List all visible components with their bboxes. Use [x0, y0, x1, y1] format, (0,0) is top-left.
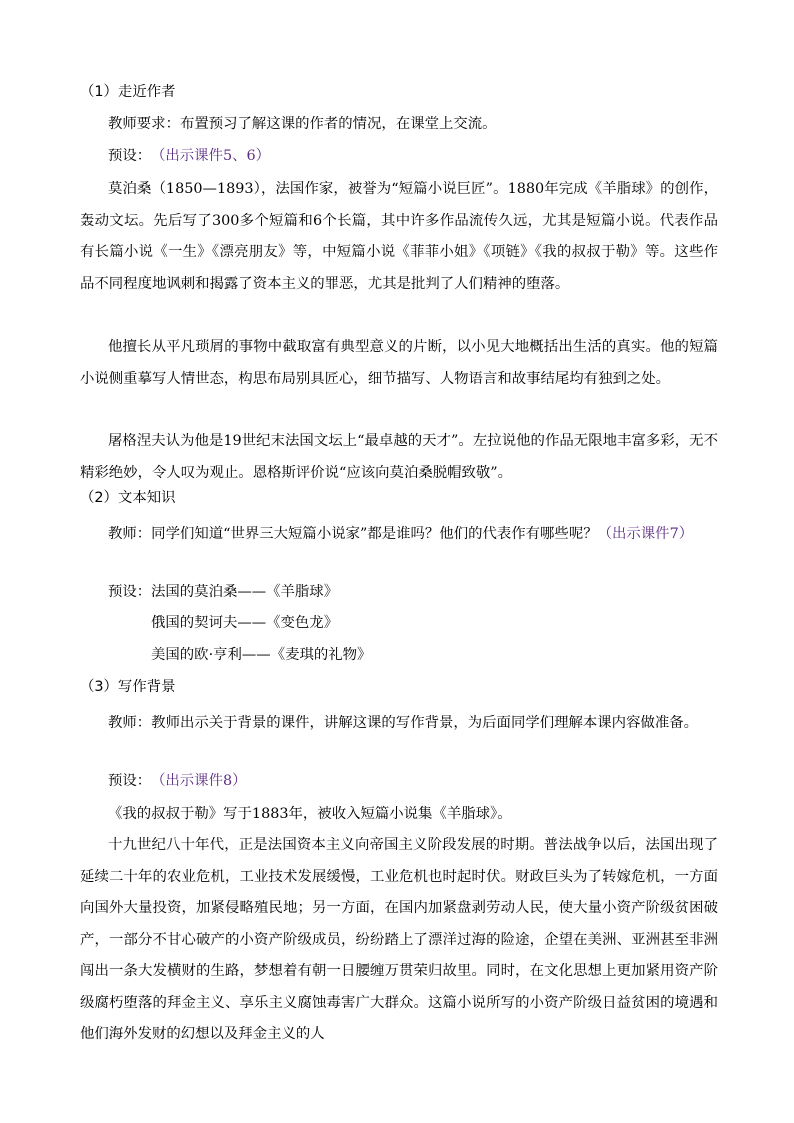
- author-paragraph-2: 他擅长从平凡琐屑的事物中截取富有典型意义的片断，以小见大地概括出生活的真实。他的短篇小说侧重摹写人情世态，构思布局别具匠心，细节描写、人物语言和故事结尾均有独到之处。: [80, 339, 718, 387]
- preset-label: 预设：: [108, 773, 152, 789]
- slide-reference: （出示课件7）: [597, 526, 694, 542]
- background-paragraph-2: 十九世纪八十年代，正是法国资本主义向帝国主义阶段发展的时期。普法战争以后，法国出现了延续二十年的农业危机，工业技术发展缓慢，工业危机也时起时伏。财政巨头为了转嫁危机，一方面向国外大量投资，加紧侵略殖民地；另一方面，在国内加紧盘剥劳动人民，使大量小资产阶级贫困破产，一部分不甘心破产的小资产阶级成员，纷纷踏上了漂洋过海的险途，企望在美洲、亚洲甚至非洲闯出一条大发横财的生路，梦想着有朝一日腰缠万贯荣归故里。同时，在文化思想上更加紧用资产阶级腐朽堕落的拜金主义、享乐主义腐蚀毒害广大群众。这篇小说所写的小资产阶级日益贫困的境遇和他们海外发财的幻想以及拜金主义的人: [80, 837, 718, 1042]
- slide-reference: （出示课件8）: [151, 773, 247, 789]
- preset-label: 预设：: [108, 148, 152, 164]
- document-page: （1）走近作者 教师要求：布置预习了解这课的作者的情况，在课堂上交流。 预设： （出示课件5、6） 莫泊桑（1850—1893），法国作家，被誉为“短篇小说巨匠”。1880年完成《羊脂球》的创作，轰动文坛。先后写了300多个短篇和6个长篇，其中许多作品流传久远，尤其是短篇小说。代表作品有长篇小说《一生》《漂亮朋友》等，中短篇小说《菲菲小姐》《项链》《我的叔叔于勒》等。这些作品不同程度地讽刺和揭露了资本主义的罪恶，尤其是批判了人们精神的堕落。 他擅长从平凡琐屑的事物中截取富有典型意义的片断，以小见大地概括出生活的真实。他的短篇小说侧重摹写人情世态，构思布局别具匠心，细节描写、人物语言和故事结尾均有独到之处。 屠格涅夫认为他是19世纪末法国文坛上“最卓越的天才”。左拉说他的作品无限地丰富多彩，无不精彩绝妙，令人叹为观止。恩格斯评价说“应该向莫泊桑脱帽致敬”。 （2）文本知识 教师：同学们知道“世界三大短篇小说家”都是谁吗？他们的代表作有哪些呢？（出示课件7） 预设： 法国的莫泊桑——《羊脂球》 俄国的契诃夫——《变色龙》 美国的欧·亨利——《麦琪的礼物》 （3）写作背景 教师：教师出示关于背景的课件，讲解这课的写作背景，为后面同学们理解本课内容做准备。 预设： （出示课件8） 《我的叔叔于勒》写于1883年，被收入短篇小说集《羊脂球》。 十九世纪八十年代，正是法国资本主义向帝国主义阶段发展的时期。普法战争以后，法国出现了延续二十年的农业危机，工业技术发展缓慢，工业危机也时起时伏。财政巨头为了转嫁危机，一方面向国外大量投资，加紧侵略殖民地；另一方面，在国内加紧盘剥劳动人民，使大量小资产阶级贫困破产，一部分不甘心破产的小资产阶级成员，纷纷踏上了漂洋过海的险途，企望在美洲、亚洲甚至非洲闯出一条大发横财的生路，梦想着有朝一日腰缠万贯荣归故里。同时，在文化思想上更加紧用资产阶级腐朽堕落的拜金主义、享乐主义腐蚀毒害广大群众。这篇小说所写的小资产阶级日益贫困的境遇和他们海外发财的幻想以及拜金主义的人: [0, 0, 794, 1123]
- slide-reference: （出示课件5、6）: [151, 148, 271, 164]
- background-paragraph-1: 《我的叔叔于勒》写于1883年，被收入短篇小说集《羊脂球》。: [108, 806, 512, 822]
- preset-label: 预设：: [108, 584, 152, 600]
- author-paragraph-3: 屠格涅夫认为他是19世纪末法国文坛上“最卓越的天才”。左拉说他的作品无限地丰富多彩，无不精彩绝妙，令人叹为观止。恩格斯评价说“应该向莫泊桑脱帽致敬”。: [80, 433, 718, 481]
- section2-teacher-question: 教师：同学们知道“世界三大短篇小说家”都是谁吗？他们的代表作有哪些呢？（出示课件7）: [108, 526, 694, 542]
- section3-teacher: 教师：教师出示关于背景的课件，讲解这课的写作背景，为后面同学们理解本课内容做准备。: [108, 715, 699, 731]
- list-item: 美国的欧·亨利——《麦琪的礼物》: [151, 647, 372, 663]
- author-paragraph-1: 莫泊桑（1850—1893），法国作家，被誉为“短篇小说巨匠”。1880年完成《羊脂球》的创作，轰动文坛。先后写了300多个短篇和6个长篇，其中许多作品流传久远，尤其是短篇小说。代表作品有长篇小说《一生》《漂亮朋友》等，中短篇小说《菲菲小姐》《项链》《我的叔叔于勒》等。这些作品不同程度地讽刺和揭露了资本主义的罪恶，尤其是批判了人们精神的堕落。: [80, 181, 718, 292]
- list-item: 俄国的契诃夫——《变色龙》: [151, 615, 339, 631]
- list-item: 法国的莫泊桑——《羊脂球》: [151, 584, 339, 600]
